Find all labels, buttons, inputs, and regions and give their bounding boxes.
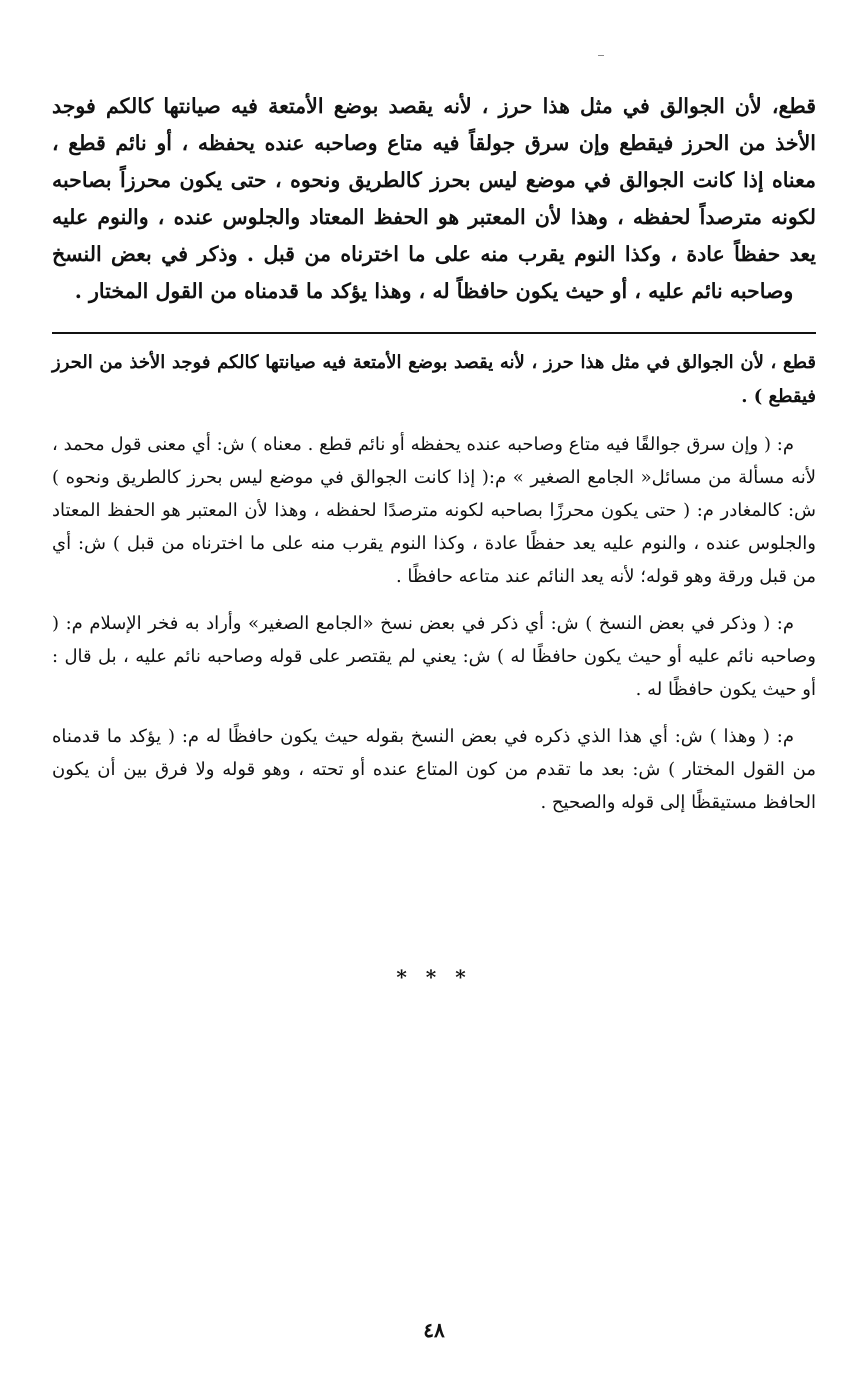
section-separator: * * * [396, 965, 472, 989]
page-number: ٤٨ [423, 1318, 445, 1342]
commentary-paragraph-3: م: ( وهذا ) ش: أي هذا الذي ذكره في بعض النسخ بقوله حيث يكون حافظًا له م: ( يؤكد ما قدمناه من القول المختار ) ش: بعد ما تقدم من كون المتاع عنده أو تحته ، وهو قوله ولا فرق بين أن يكون الحافظ مستيقظًا إلى قوله والصحيح . [52, 726, 816, 813]
main-text: قطع، لأن الجوالق في مثل هذا حرز ، لأنه يقصد بوضع الأمتعة فيه صيانتها كالكم فوجد الأخذ من الحرز فيقطع وإن سرق جولقاً فيه متاع وصاحبه عنده يحفظه ، أو نائم قطع ، معناه إذا كانت الجوالق في موضع ليس بحرز كالطريق ونحوه ، حتى يكون محرزاً بصاحبه لكونه مترصداً لحفظه ، وهذا لأن المعتبر هو الحفظ المعتاد والجلوس عنده ، والنوم عليه يعد حفظاً عادة ، وكذا النوم يقرب منه على ما اخترناه من قبل . وذكر في بعض النسخ وصاحبه نائم عليه ، أو حيث يكون حافظاً له ، وهذا يؤكد ما قدمناه من القول المختار . [52, 94, 816, 303]
footnote-divider [52, 332, 816, 334]
commentary [52, 346, 816, 819]
page-body [52, 88, 816, 833]
commentary-paragraph-1: م: ( وإن سرق جوالقًا فيه متاع وصاحبه عنده يحفظه أو نائم قطع . معناه ) ش: أي معنى قول محمد ، لأنه مسألة من مسائل« الجامع الصغير » م:( إذا كانت الجوالق في موضع ليس بحرز كالطريق ونحوه ) ش: كالمغادر م: ( حتى يكون محرزًا بصاحبه لكونه مترصدًا لحفظه ، وهذا لأن المعتبر هو الحفظ المعتاد والجلوس عنده ، والنوم عليه يعد حفظًا عادة ، وكذا النوم يقرب منه على ما اخترناه من قبل ) ش: أي من قبل ورقة وهو قوله؛ لأنه يعد النائم عند متاعه حافظًا . [52, 434, 816, 587]
scan-mark [598, 55, 604, 56]
commentary-paragraph-2: م: ( وذكر في بعض النسخ ) ش: أي ذكر في بعض نسخ «الجامع الصغير» وأراد به فخر الإسلام م: ( وصاحبه نائم عليه أو حيث يكون حافظًا له ) ش: يعني لم يقتصر على قوله وصاحبه نائم عليه ، بل قال : أو حيث يكون حافظًا له . [52, 613, 816, 700]
commentary-lead: قطع ، لأن الجوالق في مثل هذا حرز ، لأنه يقصد بوضع الأمتعة فيه صيانتها كالكم فوجد الأخذ من الحرز فيقطع ) . [52, 352, 816, 407]
